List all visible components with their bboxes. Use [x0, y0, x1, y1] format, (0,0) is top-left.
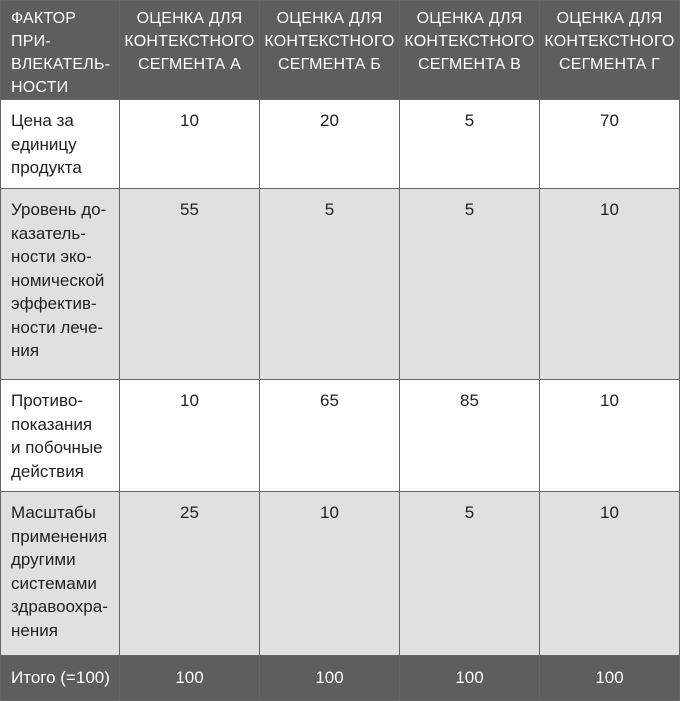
score-cell-a: 25 [120, 492, 260, 656]
header-segment-g: ОЦЕНКА ДЛЯ КОНТЕКСТНОГО СЕГМЕНТА Г [540, 1, 680, 100]
score-cell-v: 5 [400, 492, 540, 656]
total-row [1, 656, 680, 701]
score-cell-v: 5 [400, 189, 540, 380]
score-cell-v: 85 [400, 380, 540, 492]
header-segment-a: ОЦЕНКА ДЛЯ КОНТЕКСТНОГО СЕГМЕНТА А [120, 1, 260, 100]
total-cell-g: 100 [540, 656, 680, 701]
total-cell-a: 100 [120, 656, 260, 701]
factor-cell: Цена за единицу продукта [1, 100, 120, 189]
header-row [1, 1, 680, 100]
factor-cell: Уровень до- казатель- ности эко- номической эффектив- ности лече- ния [1, 189, 120, 380]
score-cell-g: 10 [540, 492, 680, 656]
table-row [1, 380, 680, 492]
score-cell-g: 70 [540, 100, 680, 189]
table-row [1, 100, 680, 189]
factor-cell: Противо- показания и побочные действия [1, 380, 120, 492]
score-cell-g: 10 [540, 380, 680, 492]
table-row [1, 189, 680, 380]
score-cell-a: 10 [120, 380, 260, 492]
score-cell-b: 10 [260, 492, 400, 656]
score-cell-b: 20 [260, 100, 400, 189]
score-cell-b: 5 [260, 189, 400, 380]
score-cell-g: 10 [540, 189, 680, 380]
score-cell-a: 55 [120, 189, 260, 380]
header-segment-v: ОЦЕНКА ДЛЯ КОНТЕКСТНОГО СЕГМЕНТА В [400, 1, 540, 100]
table-row [1, 492, 680, 656]
total-label: Итого (=100) [1, 656, 120, 701]
total-cell-b: 100 [260, 656, 400, 701]
score-cell-v: 5 [400, 100, 540, 189]
score-cell-a: 10 [120, 100, 260, 189]
header-factor: ФАКТОР ПРИ- ВЛЕКАТЕЛЬ- НОСТИ [1, 1, 120, 100]
header-segment-b: ОЦЕНКА ДЛЯ КОНТЕКСТНОГО СЕГМЕНТА Б [260, 1, 400, 100]
factor-cell: Масштабы применения другими системами здравоохра- нения [1, 492, 120, 656]
total-cell-v: 100 [400, 656, 540, 701]
score-cell-b: 65 [260, 380, 400, 492]
